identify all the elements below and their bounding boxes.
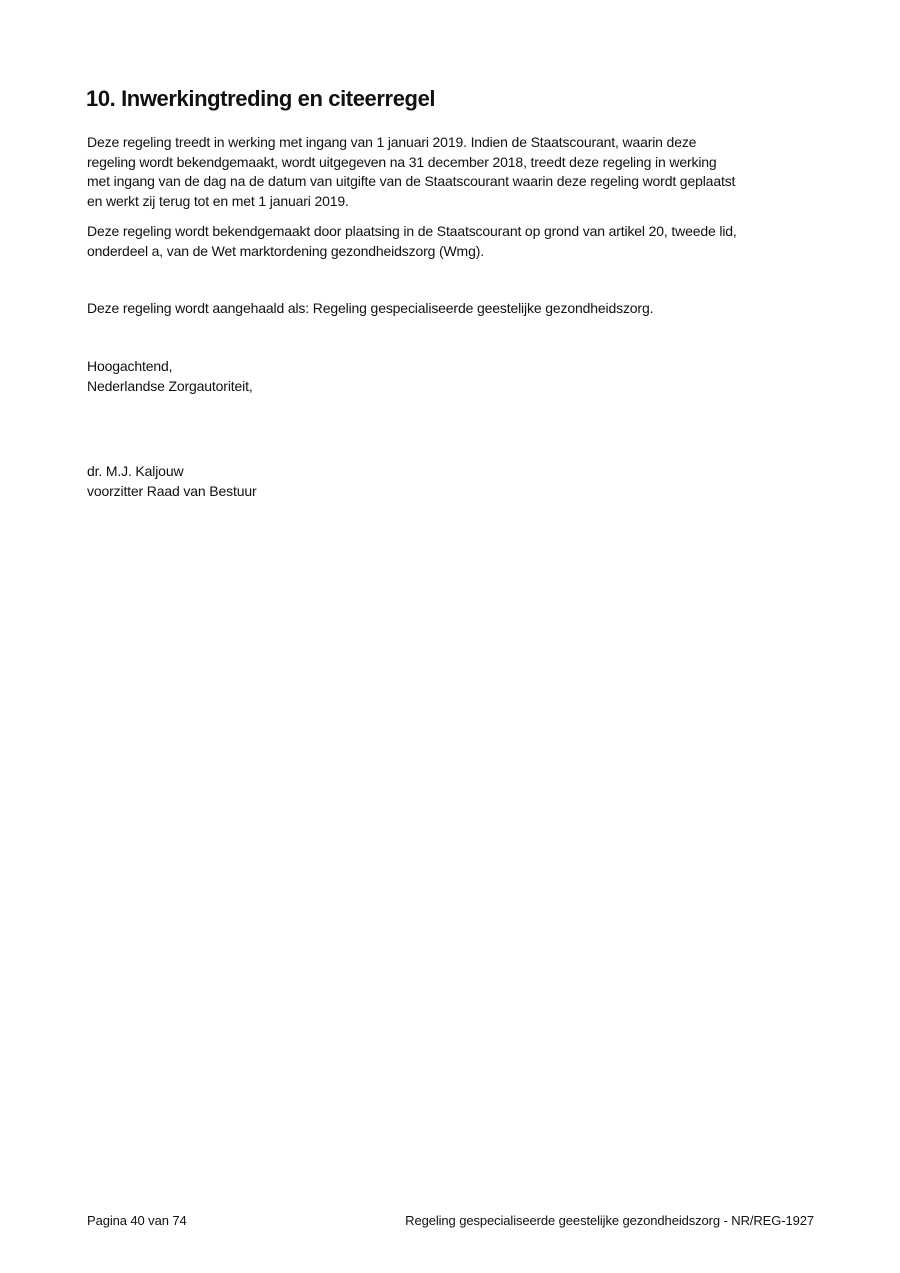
paragraph-publication [87, 222, 737, 261]
footer-page-number: Pagina 40 van 74 [87, 1213, 187, 1228]
text-line: met ingang van de dag na de datum van uitgifte van de Staatscourant waarin deze regeling wordt geplaatst [87, 173, 736, 190]
signatory-name: dr. M.J. Kaljouw [87, 463, 184, 479]
closing [87, 357, 253, 396]
text-line: Deze regeling wordt bekendgemaakt door plaatsing in de Staatscourant op grond van artikel 20, tweede lid, [87, 223, 737, 239]
paragraph-citation [87, 299, 653, 319]
text-line: Deze regeling wordt aangehaald als: Regeling gespecialiseerde geestelijke gezondheidszorg. [87, 300, 654, 316]
signatory-title: voorzitter Raad van Bestuur [87, 482, 257, 499]
text-line: onderdeel a, van de Wet marktordening gezondheidszorg (Wmg). [87, 242, 484, 259]
footer-document-title: Regeling gespecialiseerde geestelijke gezondheidszorg - NR/REG-1927 [405, 1213, 814, 1228]
text-line: Deze regeling treedt in werking met ingang van 1 januari 2019. Indien de Staatscourant, waarin deze [87, 134, 697, 150]
text-line: en werkt zij terug tot en met 1 januari 2019. [87, 192, 349, 209]
text-line: Nederlandse Zorgautoriteit, [87, 377, 253, 394]
section-heading: 10. Inwerkingtreding en citeerregel [86, 86, 436, 111]
text-line: Hoogachtend, [87, 358, 173, 374]
text-line: regeling wordt bekendgemaakt, wordt uitgegeven na 31 december 2018, treedt deze regeling in werking [87, 153, 717, 170]
paragraph-entry-into-force [87, 133, 735, 211]
signatory [87, 462, 256, 501]
